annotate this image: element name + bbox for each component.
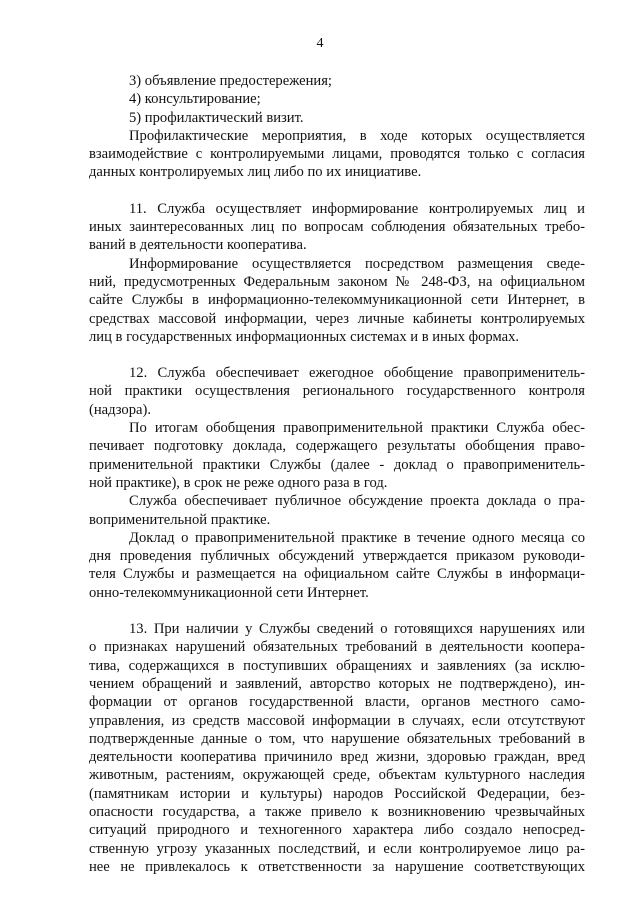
text-line: о признаках нарушений обязательных требований в деятельности коопера-	[89, 639, 585, 656]
text-line: Информирование осуществляется посредством размещения сведе-	[129, 255, 585, 272]
text-line: средствах массовой информации, через личные кабинеты контролируемых	[89, 310, 585, 327]
text-line: 13. При наличии у Службы сведений о готовящихся нарушениях или	[129, 621, 585, 638]
text-line: лиц в государственных информационных системах и в иных формах.	[89, 328, 520, 345]
text-line: ситуаций природного и техногенного характера либо создало непосред-	[89, 822, 585, 839]
paragraph-gap	[89, 346, 585, 364]
paragraph-gap	[89, 182, 585, 200]
text-line: Доклад о правоприменительной практике в течение одного месяца со	[129, 529, 585, 546]
text-line: Служба обеспечивает публичное обсуждение проекта доклада о пра-	[129, 493, 585, 510]
text-line: печивает подготовку доклада, содержащего результаты обобщения право-	[89, 438, 585, 455]
text-line: ний, предусмотренных Федеральным законом № 248-ФЗ, на официальном	[89, 273, 585, 290]
text-line: иных заинтересованных лиц по вопросам соблюдения обязательных требо-	[89, 219, 585, 236]
text-line: воприменительной практике.	[89, 511, 271, 528]
text-line: (надзора).	[89, 401, 152, 418]
text-line: опасности государства, а также привело к возникновению чрезвычайных	[89, 803, 585, 820]
text-line: животным, растениям, окружающей среде, объектам культурного наследия	[89, 767, 585, 784]
text-line: теля Службы и размещается на официальном сайте Службы в информаци-	[89, 566, 585, 583]
text-line: данных контролируемых лиц либо по их инициативе.	[89, 164, 422, 181]
text-line: 11. Служба осуществляет информирование контролируемых лиц и	[129, 200, 585, 217]
text-line: управления, из средств массовой информации в случаях, если отсутствуют	[89, 712, 585, 729]
page-number: 4	[316, 36, 324, 51]
text-line: Профилактические мероприятия, в ходе которых осуществляется	[129, 127, 585, 144]
text-line: тива, содержащихся в поступивших обращениях и заявлениях (за исклю-	[89, 657, 585, 674]
text-line: 4) консультирование;	[129, 91, 261, 108]
text-line: По итогам обобщения правоприменительной практики Служба обес-	[129, 420, 585, 437]
text-line: взаимодействие с контролируемыми лицами, проводятся только с согласия	[89, 146, 585, 163]
text-line: онно-телекоммуникационной сети Интернет.	[89, 584, 369, 601]
document-body	[89, 72, 585, 876]
text-line: ной практике), в срок не реже одного раза в год.	[89, 474, 388, 491]
text-line: (памятникам истории и культуры) народов Российской Федерации, без-	[89, 785, 585, 802]
text-line: 5) профилактический визит.	[129, 109, 304, 126]
text-line: деятельности кооператива причинило вред жизни, здоровью граждан, вред	[89, 749, 585, 766]
text-line: 12. Служба обеспечивает ежегодное обобщение правоприменитель-	[129, 365, 585, 382]
text-line: нее не привлекалось к ответственности за нарушение соответствующих	[89, 858, 585, 875]
text-line: подтвержденные данные о том, что нарушение обязательных требований в	[89, 730, 585, 747]
text-line: формации от органов государственной власти, органов местного само-	[89, 694, 585, 711]
paragraph-gap	[89, 602, 585, 620]
text-line: чением обращений и заявлений, авторство которых не подтверждено), ин-	[89, 675, 585, 692]
text-line: применительной практики Службы (далее - доклад о правоприменитель-	[89, 456, 585, 473]
text-line: ственную угрозу указанных последствий, и если контролируемое лицо ра-	[89, 840, 585, 857]
text-line: ваний в деятельности кооператива.	[89, 237, 307, 254]
text-line: дня проведения публичных обсуждений утверждается приказом руководи-	[89, 548, 585, 565]
text-line: 3) объявление предостережения;	[129, 73, 332, 89]
text-line: ной практики осуществления регионального государственного контроля	[89, 383, 585, 400]
text-line: сайте Службы в информационно-телекоммуникационной сети Интернет, в	[89, 292, 585, 309]
